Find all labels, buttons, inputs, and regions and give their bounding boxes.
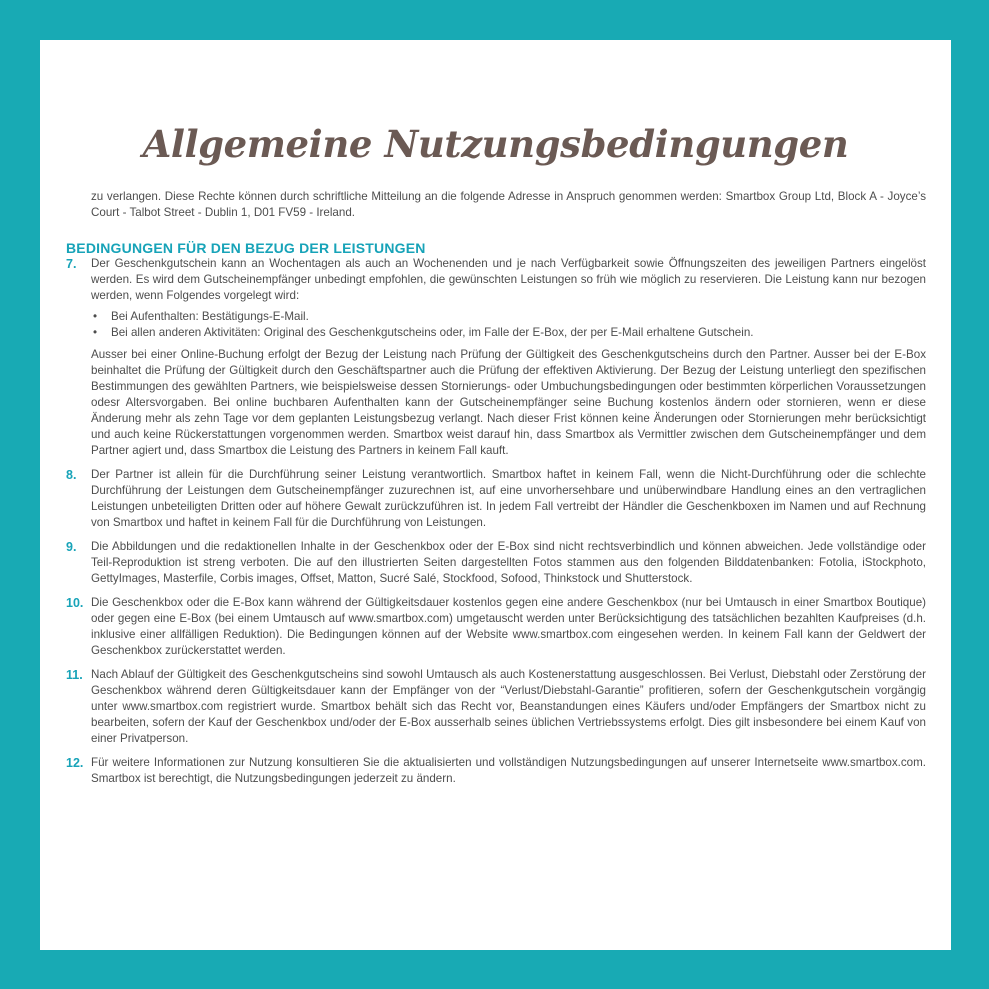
clause-text: Für weitere Informationen zur Nutzung konsultieren Sie die aktualisierten und vollständigen Nutzungsbedingungen auf unserer Internetseite www.smartbox.com. Smartbox ist berechtigt, die Nutzungsbedingungen jederzeit zu ändern. — [91, 756, 926, 785]
list-item: • Bei allen anderen Aktivitäten: Original des Geschenkgutscheins oder, im Falle der E-Box, der per E-Mail erhaltene Gutschein. — [93, 326, 754, 339]
clause-number: 12. — [66, 756, 84, 770]
clause-number: 11. — [66, 668, 83, 682]
document-page — [40, 40, 951, 950]
clause-12 — [66, 755, 926, 787]
bullet-icon: • — [93, 310, 98, 323]
clause-8 — [66, 467, 926, 531]
clause-text: Die Abbildungen und die redaktionellen Inhalte in der Geschenkbox oder der E-Box sind nicht rechtsverbindlich und können abweichen. Jede vollständige oder Teil-Reproduktion ist streng verboten. Die auf den illustrierten Seiten dargestellten Fotos stammen aus den folgenden Bilddatenbanken: Fotolia, iStockphoto, GettyImages, Masterfile, Corbis images, Offset, Matton, Sucré Salé, Stockfood, Sofood, Thinkstock und Shutterstock. — [91, 540, 926, 585]
clause-text: Der Partner ist allein für die Durchführung seiner Leistung verantwortlich. Smartbox haftet in keinem Fall, wenn die Nicht-Durchführung oder die schlechte Durchführung der Leistungen dem Gutscheinempfänger zuzurechnen ist, auf eine unvorhersehbare und unüberwindbare Handlung eines an den vertraglichen Leistungen unbeteiligten Dritten oder auf höhere Gewalt zurückzuführen ist. In jedem Fall vertreibt der Händler die Geschenkboxen im Namen und auf Rechnung von Smartbox und haftet in keinem Fall für die Durchführung von Leistungen. — [91, 468, 926, 529]
clause-9 — [66, 539, 926, 587]
clause-number: 10. — [66, 596, 84, 610]
document-body — [66, 189, 926, 795]
clause-7 — [66, 256, 926, 459]
clause-text: Nach Ablauf der Gültigkeit des Geschenkgutscheins sind sowohl Umtausch als auch Kostenerstattung ausgeschlossen. Bei Verlust, Diebstahl oder Zerstörung der Geschenkbox während deren Gültigkeitsdauer kann der Empfänger von der “Verlust/Diebstahl-Garantie” profitieren, sofern der Geschenkgutschein vorgängig unter www.smartbox.com registriert wurde. Smartbox behält sich das Recht vor, Beanstandungen eines Käufers und/oder Empfängers der Smartbox nicht zu bearbeiten, sofern der Kauf der Geschenkbox und/oder der E-Box ausserhalb seines üblichen Vertriebssystems erfolgt. Dies gilt insbesondere bei einem Kauf von einer Privatperson. — [91, 668, 926, 745]
clause-number: 9. — [66, 540, 77, 554]
clause-text: Die Geschenkbox oder die E-Box kann während der Gültigkeitsdauer kostenlos gegen eine andere Geschenkbox (nur bei Umtausch in einer Smartbox Boutique) oder gegen eine E-Box (bei einem Umtausch auf www.smartbox.com) umgetauscht werden unter Berücksichtigung des tatsächlichen bezahlten Kaufpreises (d.h. inklusive einer allfälligen Reduktion). Die Bedingungen können auf der Website www.smartbox.com eingesehen werden. In keinem Fall kann der Geldwert der Geschenkbox zurückerstattet werden. — [91, 596, 926, 657]
clause-text-continued: Ausser bei einer Online-Buchung erfolgt der Bezug der Leistung nach Prüfung der Gültigkeit des Geschenkgutscheins durch den Partner. Ausser bei der E-Box beinhaltet die Prüfung der Gültigkeit durch den Geschäftspartner auch die Prüfung der effektiven Aktivierung. Der Bezug der Leistung unterliegt den spezifischen Bestimmungen des gewählten Partners, wie beispielsweise dessen Stornierungs- oder Umbuchungsbedingungen oder bestimmten körperlichen Voraussetzungen odesr Altersvorgaben. Bei online buchbaren Aufenthalten kann der Gutscheinempfänger seine Buchung kostenlos ändern oder stornieren, wenn er diese Änderung mehr als zehn Tage vor dem geplanten Leistungsbezug verlangt. Nach dieser Frist können keine Änderungen oder Stornierungen mehr berücksichtigt und auch keine Rückerstattungen vorgenommen werden. Smartbox weist darauf hin, dass Smartbox als Vermittler zwischen dem Gutscheinempfänger und dem Partner agiert und, dass Smartbox die Leistung des Partners in keinem Fall kauft. — [91, 348, 926, 457]
bullet-list — [91, 309, 926, 341]
bullet-icon: • — [93, 326, 98, 339]
intro-paragraph: zu verlangen. Diese Rechte können durch schriftliche Mitteilung an die folgende Adresse in Anspruch genommen werden: Smartbox Group Ltd, Block A - Joyce’s Court - Talbot Street - Dublin 1, D01 FV59 - Ireland. — [91, 190, 926, 219]
section-heading: BEDINGUNGEN FÜR DEN BEZUG DER LEISTUNGEN — [66, 240, 426, 256]
clause-text: Der Geschenkgutschein kann an Wochentagen als auch an Wochenenden und je nach Verfügbarkeit sowie Öffnungszeiten des jeweiligen Partners eingelöst werden. Es wird dem Gutscheinempfänger unbedingt empfohlen, die gewünschten Leistungen so früh wie möglich zu reservieren. Die Leistung kann nur bezogen werden, wenn Folgendes vorgelegt wird: — [91, 257, 926, 302]
clause-11 — [66, 667, 926, 747]
page-title: Allgemeine Nutzungsbedingungen — [142, 122, 849, 166]
clause-10 — [66, 595, 926, 659]
list-item: • Bei Aufenthalten: Bestätigungs-E-Mail. — [93, 310, 309, 323]
clause-number: 8. — [66, 468, 77, 482]
clause-number: 7. — [66, 257, 77, 271]
